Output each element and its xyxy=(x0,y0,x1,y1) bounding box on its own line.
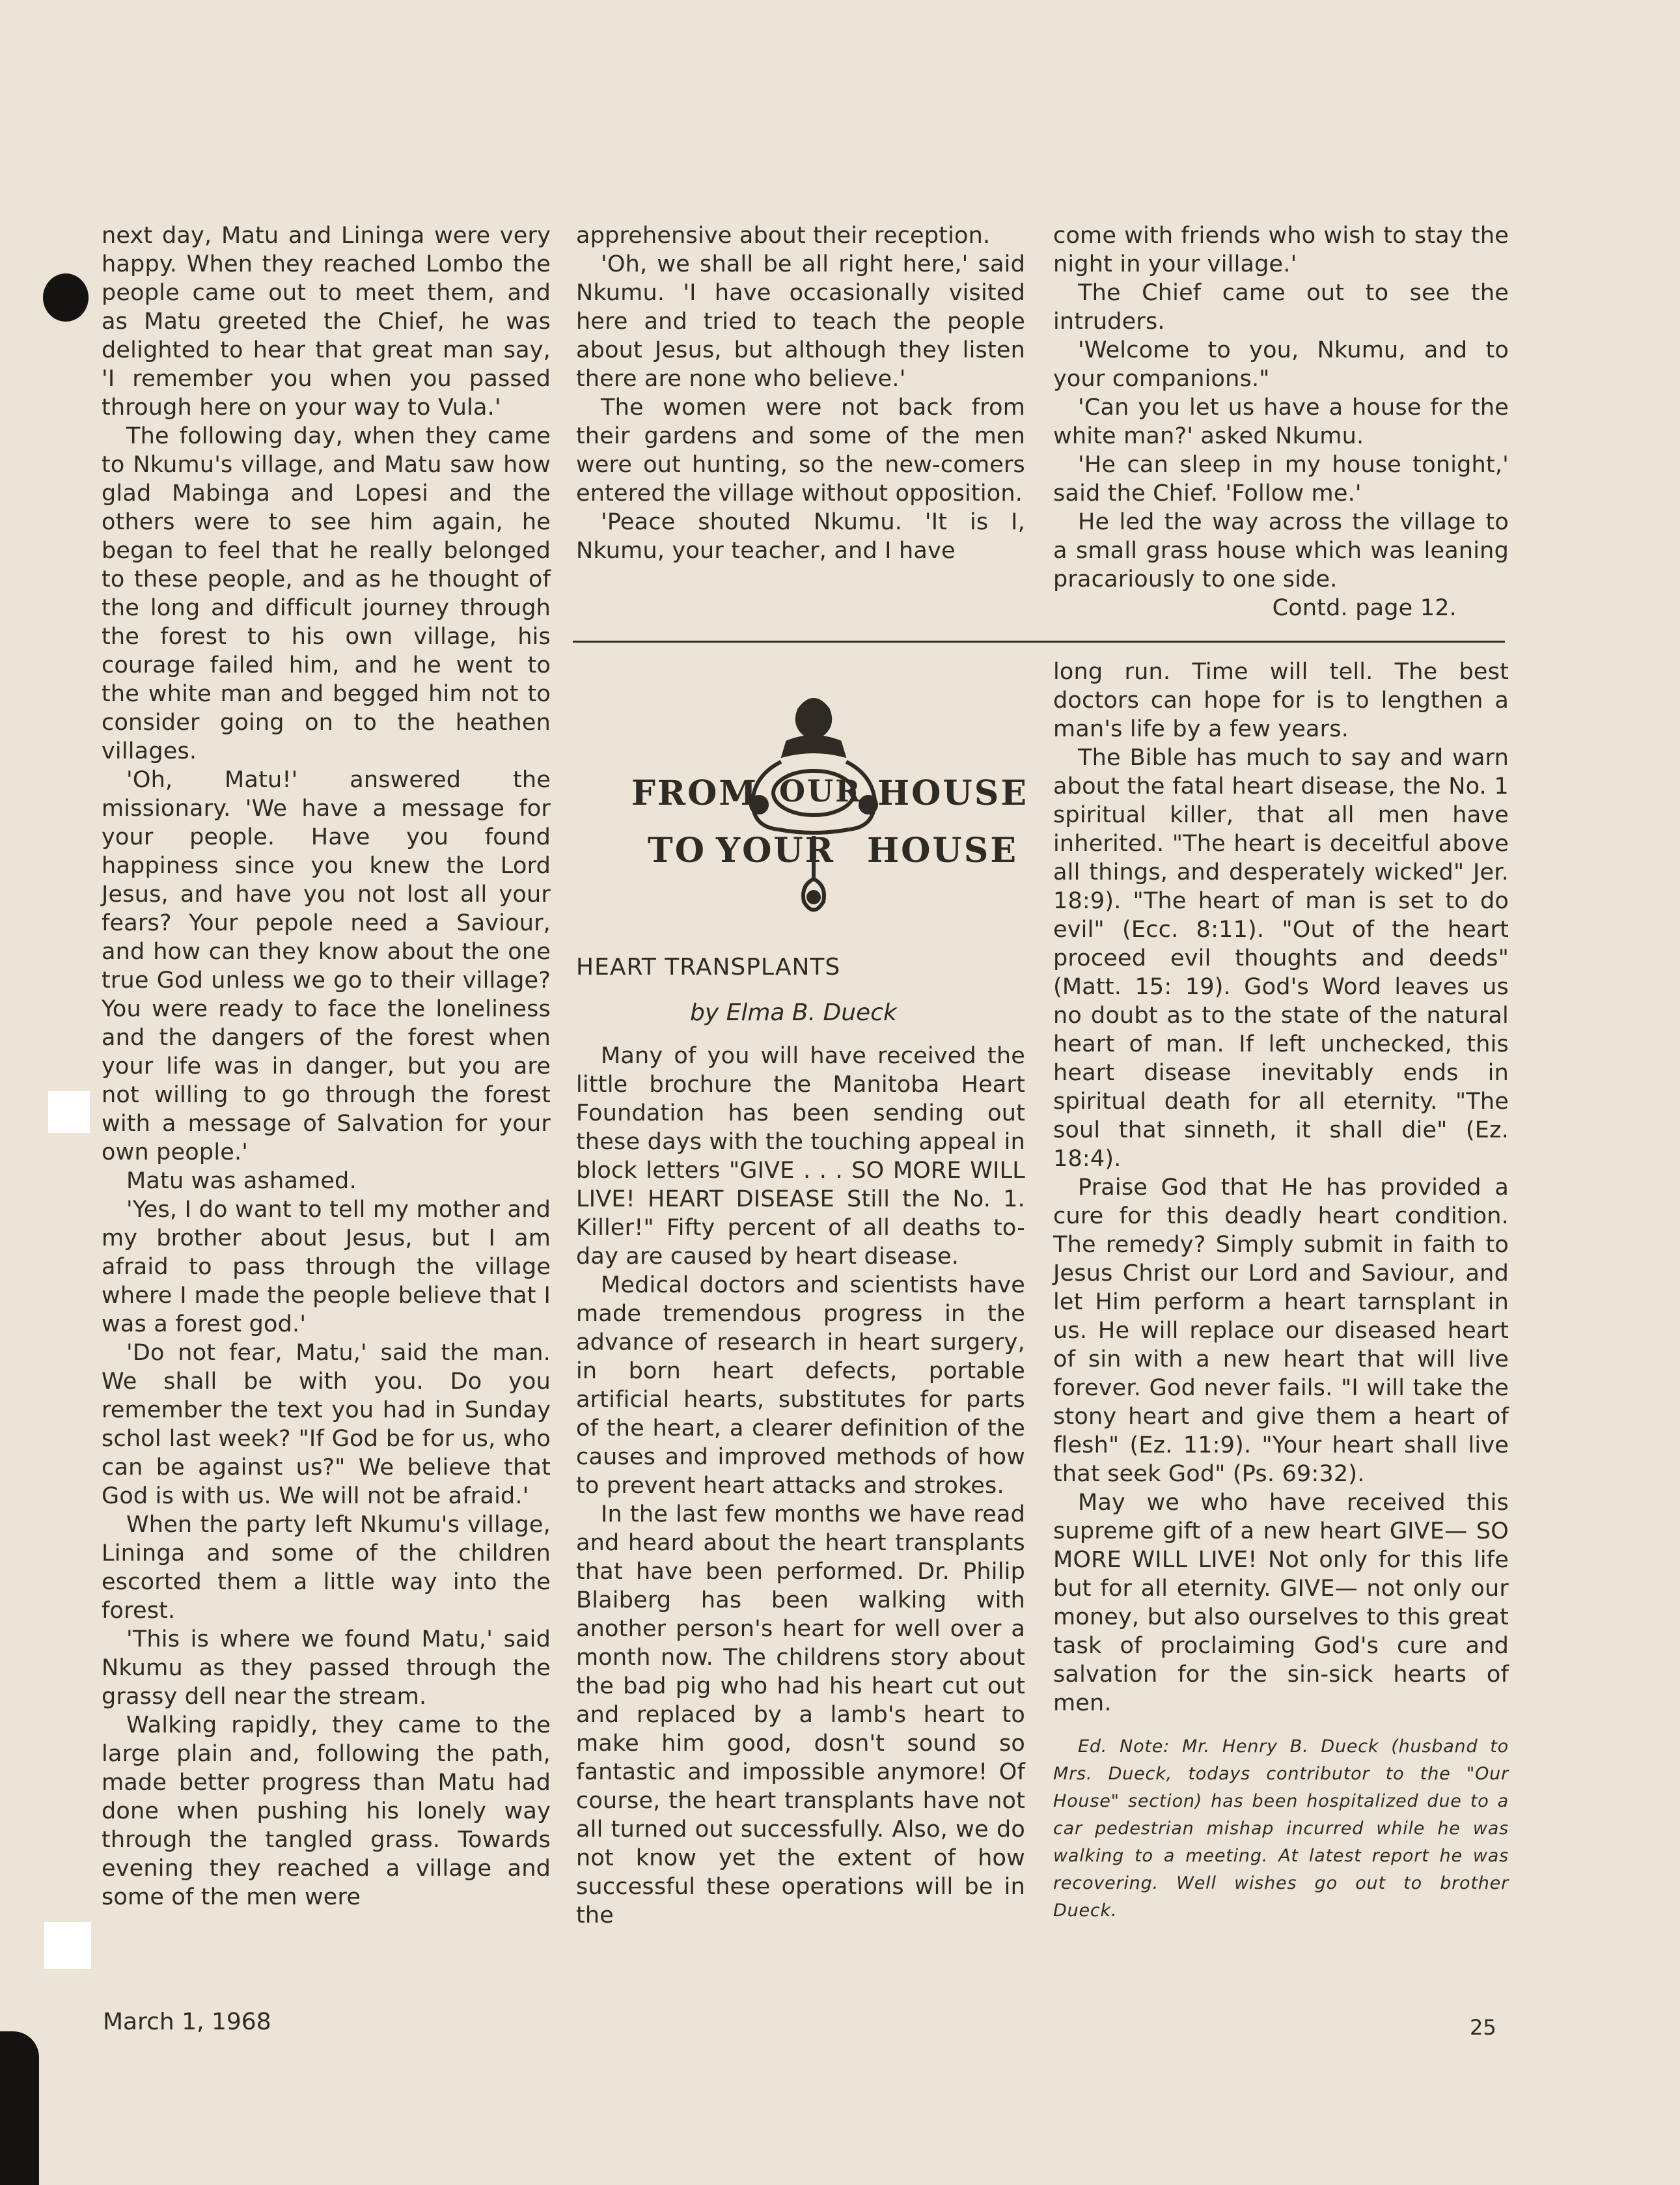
paragraph: 'Peace shouted Nkumu. 'It is I, Nkumu, your teacher, and I have xyxy=(576,509,1025,564)
paragraph: apprehensive about their reception. xyxy=(576,223,991,249)
paragraph: 'Yes, I do want to tell my mother and my brother about Jesus, but I am afraid to pass through the village where I made the people believe that I was a forest god.' xyxy=(102,1197,551,1337)
paragraph: Matu was ashamed. xyxy=(126,1168,357,1194)
feature-column-2 xyxy=(576,1042,1025,1930)
paragraph: Walking rapidly, they came to the large plain and, following the path, made better progress than Matu had done when pushing his lonely way through the tangled grass. Towards evening they reached a village and some of the men were xyxy=(102,1712,551,1910)
paragraph: He led the way across the village to a small grass house which was leaning pracariously to one side. xyxy=(1053,509,1509,592)
paragraph: In the last few months we have read and heard about the heart transplants that have been performed. Dr. Philip Blaiberg has been walking with another person's heart for well over a month now. The childrens story about the bad pig who had his heart cut out and replaced by a lamb's heart to make him good, dosn't sound so fantastic and impossible anymore! Of course, the heart transplants have not all turned out successfully. Also, we do not know yet the extent of how successful these operations will be in the xyxy=(576,1501,1025,1928)
paragraph: 'Welcome to you, Nkumu, and to your companions." xyxy=(1053,337,1509,392)
feature-column-3 xyxy=(1053,658,1509,1925)
paragraph: The following day, when they came to Nkumu's village, and Matu saw how glad Mabinga and Lopesi and the others were to see him again, he began to feel that he really belonged to these people, and as he thought of the long and difficult journey through the forest to his own village, his courage failed him, and he went to the white man and begged him not to consider going on to the heathen villages. xyxy=(102,423,551,764)
paragraph: The Chief came out to see the intruders. xyxy=(1053,280,1509,335)
paragraph: May we who have received this supreme gift of a new heart GIVE— SO MORE WILL LIVE! Not only for this life but for all eternity. GIVE— not only our money, but also ourselves to this great task of proclaiming God's cure and salvation for the sin-sick hearts of men. xyxy=(1053,1490,1509,1716)
paragraph: 'Can you let us have a house for the white man?' asked Nkumu. xyxy=(1053,395,1509,449)
paragraph: next day, Matu and Lininga were very happy. When they reached Lombo the people came out to meet them, and as Matu greeted the Chief, he was delighted to hear that great man say, 'I remember you when you passed through here on your way to Vula.' xyxy=(102,223,551,421)
door-knocker-icon xyxy=(625,690,1002,938)
paragraph: long run. Time will tell. The best doctors can hope for is to lengthen a man's life by a few years. xyxy=(1053,659,1509,742)
paragraph: 'Do not fear, Matu,' said the man. We shall be with you. Do you remember the text you had in Sunday schol last week? "If God be for us, who can be against us?" We believe that God is with us. We will not be afraid.' xyxy=(102,1340,551,1509)
paragraph: Medical doctors and scientists have made tremendous progress in the advance of research in heart surgery, in born heart defects, portable artificial hearts, substitutes for parts of the heart, a clearer definition of the causes and improved methods of how to prevent heart attacks and strokes. xyxy=(576,1272,1025,1499)
paragraph: When the party left Nkumu's village, Lininga and some of the children escorted them a little way into the forest. xyxy=(102,1512,551,1624)
article-title: HEART TRANSPLANTS xyxy=(576,954,841,981)
continued-note: Contd. page 12. xyxy=(1272,595,1457,621)
header-word-house: HOUSE xyxy=(877,773,1028,813)
paper-tab xyxy=(48,1091,90,1133)
section-divider xyxy=(573,641,1505,643)
header-word-house: HOUSE xyxy=(867,831,1018,870)
footer-date: March 1, 1968 xyxy=(103,2009,271,2035)
header-word-from: FROM xyxy=(631,773,758,813)
torn-edge xyxy=(0,2031,39,2185)
paragraph: come with friends who wish to stay the night in your village.' xyxy=(1053,223,1509,277)
paragraph: Praise God that He has provided a cure for this deadly heart condition. The remedy? Simply submit in faith to Jesus Christ our Lord and Saviour, and let Him perform a heart tarnsplant in us. He will replace our diseased heart of sin with a new heart that will live forever. God never fails. "I will take the stony heart and give them a heart of flesh" (Ez. 11:9). "Your heart shall live that seek God" (Ps. 69:32). xyxy=(1053,1175,1509,1487)
our-house-header xyxy=(625,690,1028,938)
header-word-our: OUR xyxy=(779,773,862,809)
binder-hole xyxy=(43,273,89,322)
story-column-1 xyxy=(102,221,551,1912)
paragraph: 'Oh, we shall be all right here,' said Nkumu. 'I have occasionally visited here and tried to teach the people about Jesus, but although they listen there are none who believe.' xyxy=(576,251,1025,392)
story-column-3 xyxy=(1053,221,1509,622)
editor-note: Ed. Note: Mr. Henry B. Dueck (husband to Mrs. Dueck, todays contributor to the "Our House" section) has been hospitalized due to a car pedestrian mishap incurred while he was walking to a meeting. At latest report he was recovering. Well wishes go out to brother Dueck. xyxy=(1053,1736,1509,1921)
paragraph: Many of you will have received the little brochure the Manitoba Heart Foundation has been sending out these days with the touching appeal in block letters "GIVE . . . SO MORE WILL LIVE! HEART DISEASE Still the No. 1. Killer!" Fifty percent of all deaths to-day are caused by heart disease. xyxy=(576,1043,1025,1270)
paper-tab xyxy=(44,1922,91,1969)
paragraph: The women were not back from their gardens and some of the men were out hunting, so the new-comers entered the village without opposition. xyxy=(576,395,1025,507)
header-word-to: TO xyxy=(648,831,706,870)
page-number: 25 xyxy=(1470,2015,1496,2040)
header-word-your: YOUR xyxy=(716,831,835,870)
paragraph: 'Oh, Matu!' answered the missionary. 'We have a message for your people. Have you found happiness since you knew the Lord Jesus, and have you not lost all your fears? Your pepole need a Saviour, and how can they know about the one true God unless we go to their village? You were ready to face the loneliness and the dangers of the forest when your life was in danger, but you are not willing to go through the forest with a message of Salvation for your own people.' xyxy=(102,767,551,1165)
story-column-2 xyxy=(576,221,1025,565)
article-byline: by Elma B. Dueck xyxy=(690,999,897,1026)
paragraph: 'He can sleep in my house tonight,' said the Chief. 'Follow me.' xyxy=(1053,452,1509,507)
paragraph: The Bible has much to say and warn about the fatal heart disease, the No. 1 spiritual killer, that all men have inherited. "The heart is deceitful above all things, and desperately wicked" Jer. 18:9). "The heart of man is set to do evil" (Ecc. 8:11). "Out of the heart proceed evil thoughts and deeds" (Matt. 15: 19). God's Word leaves us no doubt as to the state of the natural heart of man. If left unchecked, this heart disease inevitably ends in spiritual death for all eternity. "The soul that sinneth, it shall die" (Ez. 18:4). xyxy=(1053,745,1509,1172)
paragraph: 'This is where we found Matu,' said Nkumu as they passed through the grassy dell near the stream. xyxy=(102,1626,551,1710)
